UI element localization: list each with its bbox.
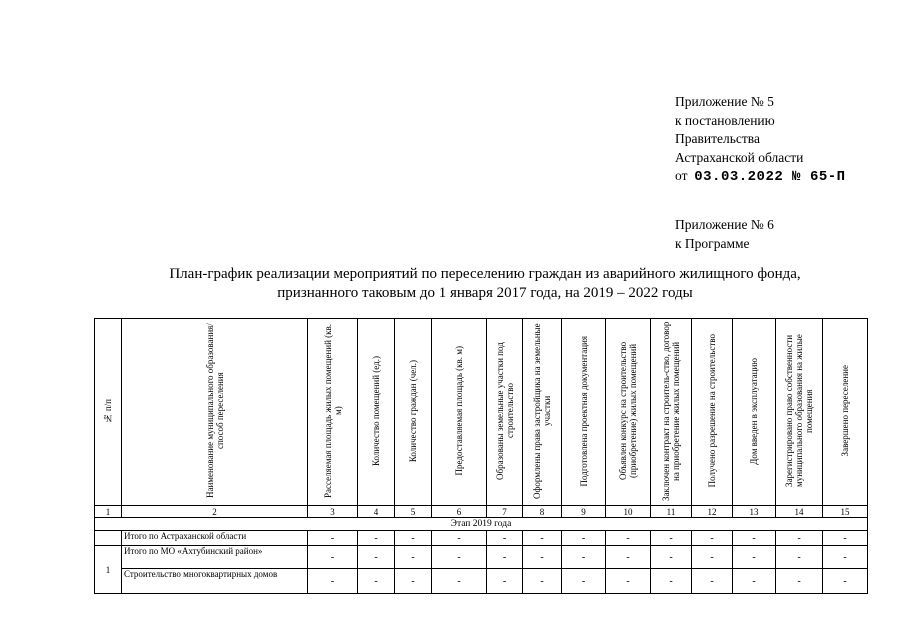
row-name: Итого по Астраханской области (122, 531, 308, 546)
row-value: - (606, 531, 651, 546)
column-number: 13 (733, 506, 776, 518)
column-number: 6 (432, 506, 487, 518)
column-number: 4 (358, 506, 395, 518)
column-number: 7 (487, 506, 523, 518)
header-cell: Наименование муниципального образования/ способ переселения (122, 319, 308, 506)
row-value: - (523, 531, 562, 546)
row-value: - (358, 531, 395, 546)
header-cell: Получено разрешение на строительство (692, 319, 733, 506)
row-value: - (432, 569, 487, 594)
header-cell: Оформлены права застройщика на земельные участки (523, 319, 562, 506)
row-value: - (733, 546, 776, 569)
column-number-row (95, 506, 868, 518)
row-value: - (651, 531, 692, 546)
row-value: - (523, 569, 562, 594)
appendix-5-line2: к постановлению (675, 112, 775, 128)
header-cell: Завершено переселение (823, 319, 868, 506)
row-value: - (823, 546, 868, 569)
row-name: Строительство многоквартирных домов (122, 569, 308, 594)
date-prefix: от (675, 168, 688, 183)
row-value: - (823, 569, 868, 594)
appendix-6-block (675, 216, 774, 253)
row-value: - (308, 569, 358, 594)
row-value: - (562, 546, 606, 569)
column-number: 8 (523, 506, 562, 518)
column-number: 11 (651, 506, 692, 518)
column-number: 5 (395, 506, 432, 518)
row-index (95, 531, 122, 546)
row-value: - (395, 531, 432, 546)
row-value: - (692, 531, 733, 546)
row-value: - (308, 546, 358, 569)
header-cell: № п/п (95, 319, 122, 506)
row-value: - (487, 531, 523, 546)
row-value: - (523, 546, 562, 569)
row-value: - (562, 569, 606, 594)
row-value: - (776, 531, 823, 546)
appendix-5-line3: Правительства (675, 131, 760, 146)
header-cell: Объявлен конкурс на строительство (приобретение) жилых помещений (606, 319, 651, 506)
column-number: 2 (122, 506, 308, 518)
header-cell: Образованы земельные участки под строительство (487, 319, 523, 506)
row-value: - (692, 546, 733, 569)
header-cell: Дом введен в эксплуатацию (733, 319, 776, 506)
header-cell: Заключен контракт на строитель-ство, договор на приобретение жилых помещений (651, 319, 692, 506)
row-value: - (562, 531, 606, 546)
header-cell: Зарегистрировано право собственности муниципального образования на жилые помещения (776, 319, 823, 506)
appendix-6-line2: к Программе (675, 235, 750, 251)
column-number: 15 (823, 506, 868, 518)
row-value: - (692, 569, 733, 594)
row-value: - (395, 546, 432, 569)
row-value: - (606, 546, 651, 569)
table-row (95, 531, 868, 546)
row-index: 1 (95, 546, 122, 594)
row-value: - (651, 569, 692, 594)
appendix-5-title: Приложение № 5 (675, 94, 774, 109)
row-value: - (733, 569, 776, 594)
stage-row (95, 518, 868, 531)
appendix-6-title: Приложение № 6 (675, 217, 774, 232)
appendix-5-line4: Астраханской области (675, 149, 804, 165)
row-name: Итого по МО «Ахтубинский район» (122, 546, 308, 569)
row-value: - (358, 569, 395, 594)
row-value: - (606, 569, 651, 594)
column-number: 1 (95, 506, 122, 518)
row-value: - (308, 531, 358, 546)
header-cell: Предоставляемая площадь (кв. м) (432, 319, 487, 506)
row-value: - (432, 531, 487, 546)
row-value: - (487, 569, 523, 594)
table-header-row (95, 319, 868, 506)
title-line-2: признанного таковым до 1 января 2017 года, на 2019 – 2022 годы (277, 285, 693, 301)
appendix-5-block (675, 93, 846, 187)
column-number: 12 (692, 506, 733, 518)
row-value: - (776, 569, 823, 594)
date-stamp: 03.03.2022 № 65-П (694, 169, 846, 185)
header-cell: Количество помещений (ед.) (358, 319, 395, 506)
column-number: 10 (606, 506, 651, 518)
row-value: - (395, 569, 432, 594)
row-value: - (776, 546, 823, 569)
row-value: - (487, 546, 523, 569)
row-value: - (432, 546, 487, 569)
document-title (90, 265, 880, 303)
plan-schedule-table (94, 318, 868, 594)
stage-label: Этап 2019 года (95, 518, 868, 531)
title-line-1: План-график реализации мероприятий по переселению граждан из аварийного жилищного фонда, (169, 266, 801, 282)
appendix-5-date-line (675, 167, 846, 187)
column-number: 9 (562, 506, 606, 518)
column-number: 3 (308, 506, 358, 518)
column-number: 14 (776, 506, 823, 518)
table-row (95, 546, 868, 569)
header-cell: Расселяемая площадь жилых помещений (кв. м) (308, 319, 358, 506)
header-cell: Подготовлена проектная документация (562, 319, 606, 506)
row-value: - (823, 531, 868, 546)
row-value: - (733, 531, 776, 546)
table-row (95, 569, 868, 594)
row-value: - (358, 546, 395, 569)
row-value: - (651, 546, 692, 569)
header-cell: Количество граждан (чел.) (395, 319, 432, 506)
